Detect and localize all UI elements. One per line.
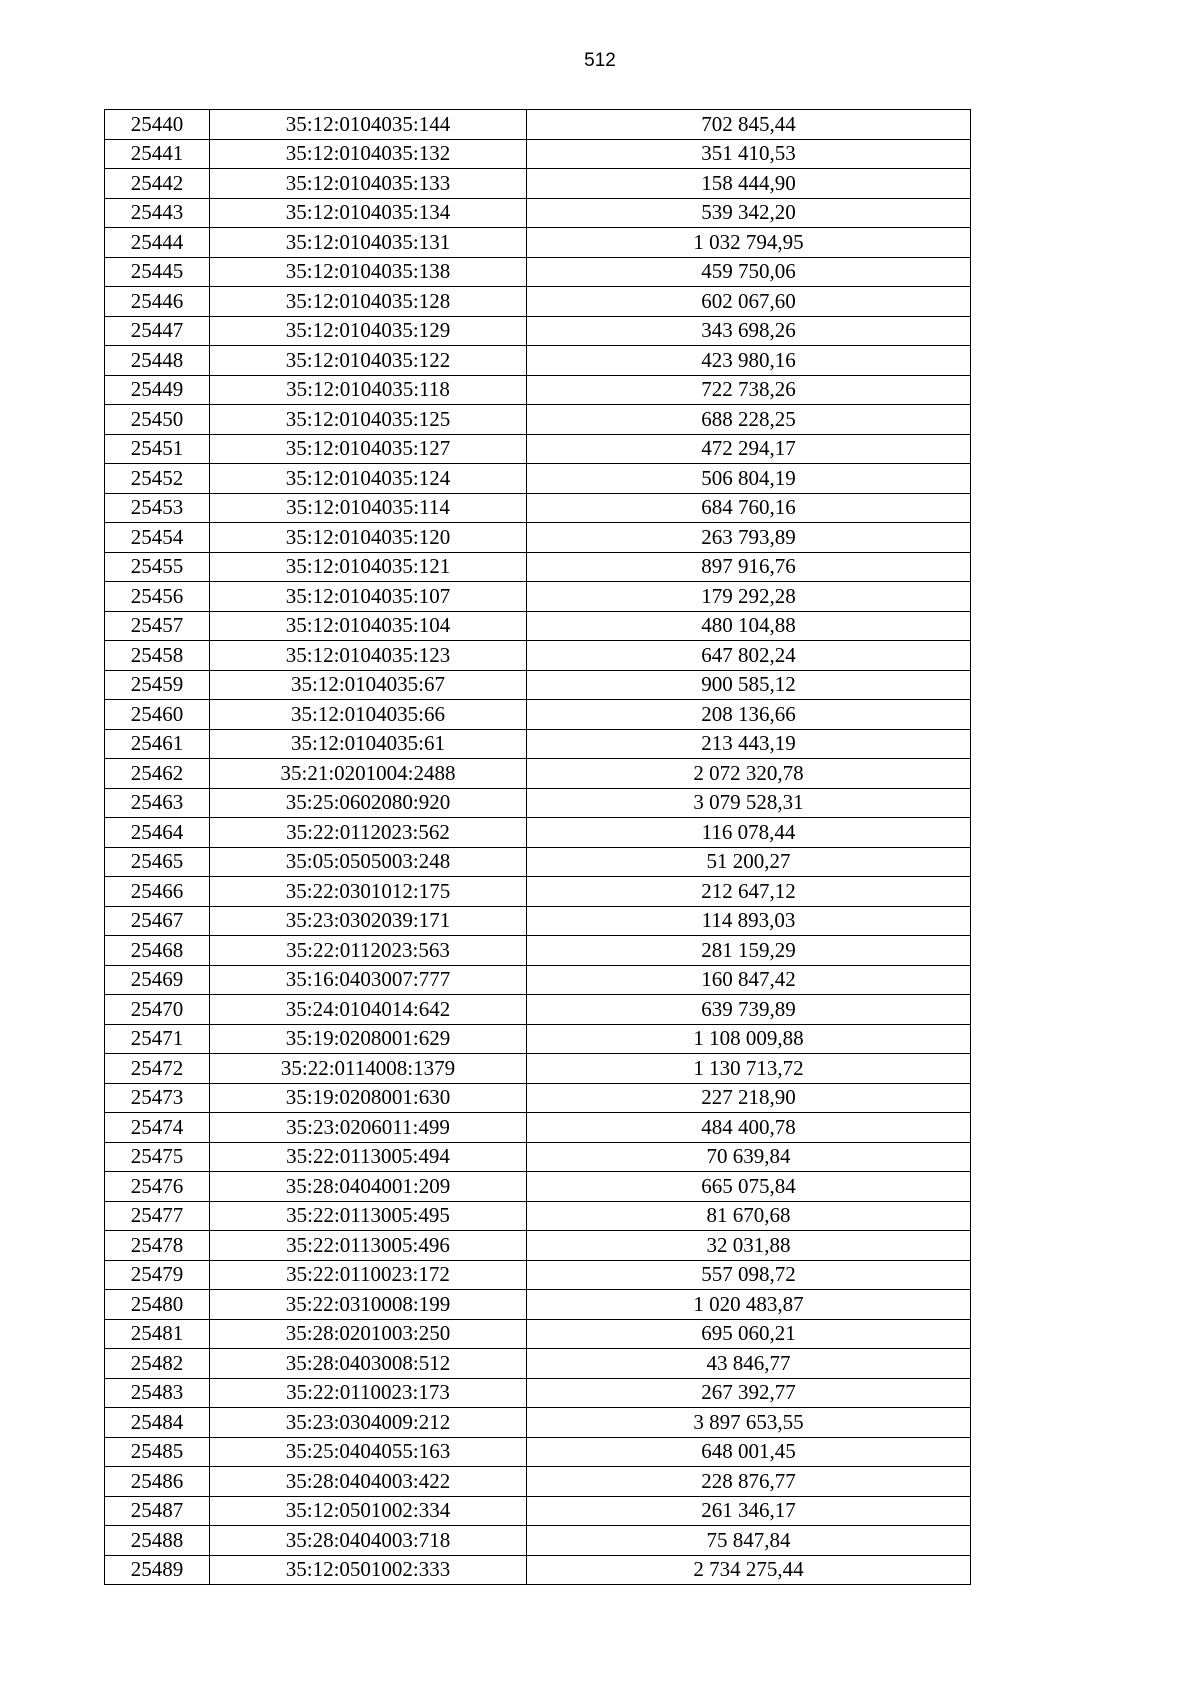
cadastral-value-cell: 116 078,44 xyxy=(527,818,971,848)
row-number-cell: 25446 xyxy=(105,287,210,317)
table-row xyxy=(105,700,971,730)
row-number-cell: 25479 xyxy=(105,1260,210,1290)
table-row xyxy=(105,1378,971,1408)
cadastral-number-cell: 35:22:0114008:1379 xyxy=(210,1054,527,1084)
cadastral-value-cell: 1 130 713,72 xyxy=(527,1054,971,1084)
table-row xyxy=(105,1201,971,1231)
cadastral-number-cell: 35:22:0112023:563 xyxy=(210,936,527,966)
row-number-cell: 25465 xyxy=(105,847,210,877)
cadastral-number-cell: 35:12:0104035:124 xyxy=(210,464,527,494)
cadastral-value-cell: 227 218,90 xyxy=(527,1083,971,1113)
cadastral-value-cell: 459 750,06 xyxy=(527,257,971,287)
table-row xyxy=(105,198,971,228)
cadastral-value-cell: 684 760,16 xyxy=(527,493,971,523)
cadastral-value-cell: 602 067,60 xyxy=(527,287,971,317)
table-row xyxy=(105,729,971,759)
row-number-cell: 25444 xyxy=(105,228,210,258)
cadastral-number-cell: 35:12:0104035:127 xyxy=(210,434,527,464)
cadastral-number-cell: 35:12:0104035:144 xyxy=(210,110,527,140)
table-row xyxy=(105,788,971,818)
cadastral-value-cell: 3 079 528,31 xyxy=(527,788,971,818)
cadastral-number-cell: 35:12:0104035:129 xyxy=(210,316,527,346)
cadastral-number-cell: 35:28:0404003:422 xyxy=(210,1467,527,1497)
cadastral-value-table xyxy=(104,109,971,1585)
cadastral-number-cell: 35:22:0113005:495 xyxy=(210,1201,527,1231)
cadastral-number-cell: 35:12:0104035:122 xyxy=(210,346,527,376)
cadastral-value-cell: 281 159,29 xyxy=(527,936,971,966)
table-row xyxy=(105,641,971,671)
table-row xyxy=(105,316,971,346)
table-row xyxy=(105,1260,971,1290)
cadastral-value-cell: 1 032 794,95 xyxy=(527,228,971,258)
row-number-cell: 25472 xyxy=(105,1054,210,1084)
row-number-cell: 25474 xyxy=(105,1113,210,1143)
cadastral-value-cell: 557 098,72 xyxy=(527,1260,971,1290)
cadastral-value-cell: 261 346,17 xyxy=(527,1496,971,1526)
table-row xyxy=(105,1231,971,1261)
cadastral-value-cell: 114 893,03 xyxy=(527,906,971,936)
cadastral-value-cell: 32 031,88 xyxy=(527,1231,971,1261)
table-row xyxy=(105,405,971,435)
cadastral-number-cell: 35:12:0501002:334 xyxy=(210,1496,527,1526)
cadastral-number-cell: 35:21:0201004:2488 xyxy=(210,759,527,789)
row-number-cell: 25478 xyxy=(105,1231,210,1261)
table-row xyxy=(105,936,971,966)
table-row xyxy=(105,523,971,553)
cadastral-value-cell: 900 585,12 xyxy=(527,670,971,700)
row-number-cell: 25457 xyxy=(105,611,210,641)
table-body xyxy=(105,110,971,1585)
table-row xyxy=(105,670,971,700)
cadastral-value-cell: 70 639,84 xyxy=(527,1142,971,1172)
row-number-cell: 25449 xyxy=(105,375,210,405)
row-number-cell: 25484 xyxy=(105,1408,210,1438)
table-row xyxy=(105,759,971,789)
table-row xyxy=(105,1113,971,1143)
cadastral-number-cell: 35:22:0113005:494 xyxy=(210,1142,527,1172)
table-row xyxy=(105,110,971,140)
cadastral-value-cell: 484 400,78 xyxy=(527,1113,971,1143)
table-row xyxy=(105,552,971,582)
cadastral-value-cell: 2 072 320,78 xyxy=(527,759,971,789)
cadastral-value-cell: 212 647,12 xyxy=(527,877,971,907)
cadastral-value-cell: 897 916,76 xyxy=(527,552,971,582)
row-number-cell: 25460 xyxy=(105,700,210,730)
row-number-cell: 25476 xyxy=(105,1172,210,1202)
cadastral-value-cell: 539 342,20 xyxy=(527,198,971,228)
cadastral-number-cell: 35:12:0104035:138 xyxy=(210,257,527,287)
row-number-cell: 25489 xyxy=(105,1555,210,1585)
row-number-cell: 25440 xyxy=(105,110,210,140)
row-number-cell: 25458 xyxy=(105,641,210,671)
cadastral-number-cell: 35:12:0104035:107 xyxy=(210,582,527,612)
cadastral-number-cell: 35:12:0501002:333 xyxy=(210,1555,527,1585)
row-number-cell: 25442 xyxy=(105,169,210,199)
cadastral-number-cell: 35:23:0302039:171 xyxy=(210,906,527,936)
row-number-cell: 25445 xyxy=(105,257,210,287)
cadastral-number-cell: 35:12:0104035:134 xyxy=(210,198,527,228)
table-row xyxy=(105,582,971,612)
table-row xyxy=(105,375,971,405)
row-number-cell: 25462 xyxy=(105,759,210,789)
table-row xyxy=(105,346,971,376)
cadastral-value-cell: 81 670,68 xyxy=(527,1201,971,1231)
cadastral-number-cell: 35:12:0104035:104 xyxy=(210,611,527,641)
cadastral-number-cell: 35:28:0403008:512 xyxy=(210,1349,527,1379)
cadastral-value-cell: 1 108 009,88 xyxy=(527,1024,971,1054)
table-row xyxy=(105,228,971,258)
cadastral-number-cell: 35:05:0505003:248 xyxy=(210,847,527,877)
row-number-cell: 25485 xyxy=(105,1437,210,1467)
row-number-cell: 25468 xyxy=(105,936,210,966)
cadastral-number-cell: 35:25:0404055:163 xyxy=(210,1437,527,1467)
cadastral-value-cell: 665 075,84 xyxy=(527,1172,971,1202)
cadastral-value-cell: 351 410,53 xyxy=(527,139,971,169)
table-row xyxy=(105,1290,971,1320)
table-row xyxy=(105,1526,971,1556)
cadastral-value-cell: 688 228,25 xyxy=(527,405,971,435)
row-number-cell: 25452 xyxy=(105,464,210,494)
cadastral-value-cell: 506 804,19 xyxy=(527,464,971,494)
table-row xyxy=(105,1172,971,1202)
table-row xyxy=(105,1054,971,1084)
table-row xyxy=(105,1349,971,1379)
table-row xyxy=(105,1555,971,1585)
cadastral-number-cell: 35:22:0112023:562 xyxy=(210,818,527,848)
cadastral-value-cell: 51 200,27 xyxy=(527,847,971,877)
cadastral-value-cell: 343 698,26 xyxy=(527,316,971,346)
cadastral-number-cell: 35:28:0201003:250 xyxy=(210,1319,527,1349)
row-number-cell: 25463 xyxy=(105,788,210,818)
row-number-cell: 25486 xyxy=(105,1467,210,1497)
cadastral-value-cell: 695 060,21 xyxy=(527,1319,971,1349)
cadastral-value-cell: 648 001,45 xyxy=(527,1437,971,1467)
table-row xyxy=(105,847,971,877)
cadastral-number-cell: 35:12:0104035:67 xyxy=(210,670,527,700)
cadastral-number-cell: 35:12:0104035:61 xyxy=(210,729,527,759)
cadastral-value-cell: 213 443,19 xyxy=(527,729,971,759)
table-row xyxy=(105,1496,971,1526)
row-number-cell: 25441 xyxy=(105,139,210,169)
cadastral-number-cell: 35:19:0208001:629 xyxy=(210,1024,527,1054)
row-number-cell: 25480 xyxy=(105,1290,210,1320)
cadastral-number-cell: 35:12:0104035:114 xyxy=(210,493,527,523)
row-number-cell: 25475 xyxy=(105,1142,210,1172)
table-row xyxy=(105,1142,971,1172)
cadastral-value-cell: 267 392,77 xyxy=(527,1378,971,1408)
cadastral-value-cell: 208 136,66 xyxy=(527,700,971,730)
cadastral-number-cell: 35:25:0602080:920 xyxy=(210,788,527,818)
row-number-cell: 25455 xyxy=(105,552,210,582)
cadastral-value-cell: 722 738,26 xyxy=(527,375,971,405)
table-row xyxy=(105,965,971,995)
row-number-cell: 25473 xyxy=(105,1083,210,1113)
table-row xyxy=(105,611,971,641)
cadastral-number-cell: 35:12:0104035:125 xyxy=(210,405,527,435)
row-number-cell: 25482 xyxy=(105,1349,210,1379)
cadastral-number-cell: 35:16:0403007:777 xyxy=(210,965,527,995)
cadastral-value-cell: 480 104,88 xyxy=(527,611,971,641)
cadastral-number-cell: 35:22:0110023:172 xyxy=(210,1260,527,1290)
cadastral-number-cell: 35:28:0404003:718 xyxy=(210,1526,527,1556)
cadastral-value-cell: 647 802,24 xyxy=(527,641,971,671)
row-number-cell: 25483 xyxy=(105,1378,210,1408)
cadastral-value-cell: 263 793,89 xyxy=(527,523,971,553)
cadastral-number-cell: 35:22:0310008:199 xyxy=(210,1290,527,1320)
row-number-cell: 25466 xyxy=(105,877,210,907)
row-number-cell: 25481 xyxy=(105,1319,210,1349)
table-row xyxy=(105,287,971,317)
cadastral-number-cell: 35:12:0104035:66 xyxy=(210,700,527,730)
table-row xyxy=(105,1467,971,1497)
row-number-cell: 25456 xyxy=(105,582,210,612)
row-number-cell: 25453 xyxy=(105,493,210,523)
table-row xyxy=(105,139,971,169)
cadastral-number-cell: 35:12:0104035:118 xyxy=(210,375,527,405)
table-row xyxy=(105,464,971,494)
cadastral-number-cell: 35:12:0104035:120 xyxy=(210,523,527,553)
table-row xyxy=(105,169,971,199)
table-row xyxy=(105,818,971,848)
row-number-cell: 25464 xyxy=(105,818,210,848)
row-number-cell: 25459 xyxy=(105,670,210,700)
cadastral-number-cell: 35:19:0208001:630 xyxy=(210,1083,527,1113)
row-number-cell: 25470 xyxy=(105,995,210,1025)
cadastral-value-cell: 1 020 483,87 xyxy=(527,1290,971,1320)
cadastral-number-cell: 35:12:0104035:121 xyxy=(210,552,527,582)
cadastral-value-cell: 179 292,28 xyxy=(527,582,971,612)
cadastral-value-cell: 228 876,77 xyxy=(527,1467,971,1497)
cadastral-number-cell: 35:23:0304009:212 xyxy=(210,1408,527,1438)
cadastral-number-cell: 35:12:0104035:131 xyxy=(210,228,527,258)
row-number-cell: 25487 xyxy=(105,1496,210,1526)
cadastral-value-cell: 423 980,16 xyxy=(527,346,971,376)
cadastral-number-cell: 35:28:0404001:209 xyxy=(210,1172,527,1202)
cadastral-value-cell: 160 847,42 xyxy=(527,965,971,995)
cadastral-value-cell: 158 444,90 xyxy=(527,169,971,199)
row-number-cell: 25454 xyxy=(105,523,210,553)
cadastral-value-cell: 639 739,89 xyxy=(527,995,971,1025)
cadastral-value-cell: 75 847,84 xyxy=(527,1526,971,1556)
row-number-cell: 25471 xyxy=(105,1024,210,1054)
page-number: 512 xyxy=(584,50,616,71)
table-row xyxy=(105,906,971,936)
table-row xyxy=(105,1437,971,1467)
table-row xyxy=(105,877,971,907)
cadastral-number-cell: 35:12:0104035:123 xyxy=(210,641,527,671)
cadastral-number-cell: 35:22:0301012:175 xyxy=(210,877,527,907)
cadastral-value-cell: 43 846,77 xyxy=(527,1349,971,1379)
table-row xyxy=(105,1024,971,1054)
table-row xyxy=(105,1408,971,1438)
cadastral-number-cell: 35:12:0104035:128 xyxy=(210,287,527,317)
row-number-cell: 25451 xyxy=(105,434,210,464)
row-number-cell: 25450 xyxy=(105,405,210,435)
cadastral-number-cell: 35:23:0206011:499 xyxy=(210,1113,527,1143)
row-number-cell: 25443 xyxy=(105,198,210,228)
cadastral-value-cell: 702 845,44 xyxy=(527,110,971,140)
row-number-cell: 25461 xyxy=(105,729,210,759)
row-number-cell: 25477 xyxy=(105,1201,210,1231)
table-row xyxy=(105,1319,971,1349)
row-number-cell: 25448 xyxy=(105,346,210,376)
table-row xyxy=(105,995,971,1025)
cadastral-number-cell: 35:12:0104035:133 xyxy=(210,169,527,199)
row-number-cell: 25467 xyxy=(105,906,210,936)
table-row xyxy=(105,434,971,464)
row-number-cell: 25488 xyxy=(105,1526,210,1556)
table-row xyxy=(105,1083,971,1113)
cadastral-number-cell: 35:24:0104014:642 xyxy=(210,995,527,1025)
cadastral-value-cell: 3 897 653,55 xyxy=(527,1408,971,1438)
table-row xyxy=(105,257,971,287)
cadastral-number-cell: 35:12:0104035:132 xyxy=(210,139,527,169)
row-number-cell: 25447 xyxy=(105,316,210,346)
cadastral-value-cell: 2 734 275,44 xyxy=(527,1555,971,1585)
table-row xyxy=(105,493,971,523)
row-number-cell: 25469 xyxy=(105,965,210,995)
cadastral-number-cell: 35:22:0113005:496 xyxy=(210,1231,527,1261)
cadastral-value-cell: 472 294,17 xyxy=(527,434,971,464)
cadastral-number-cell: 35:22:0110023:173 xyxy=(210,1378,527,1408)
